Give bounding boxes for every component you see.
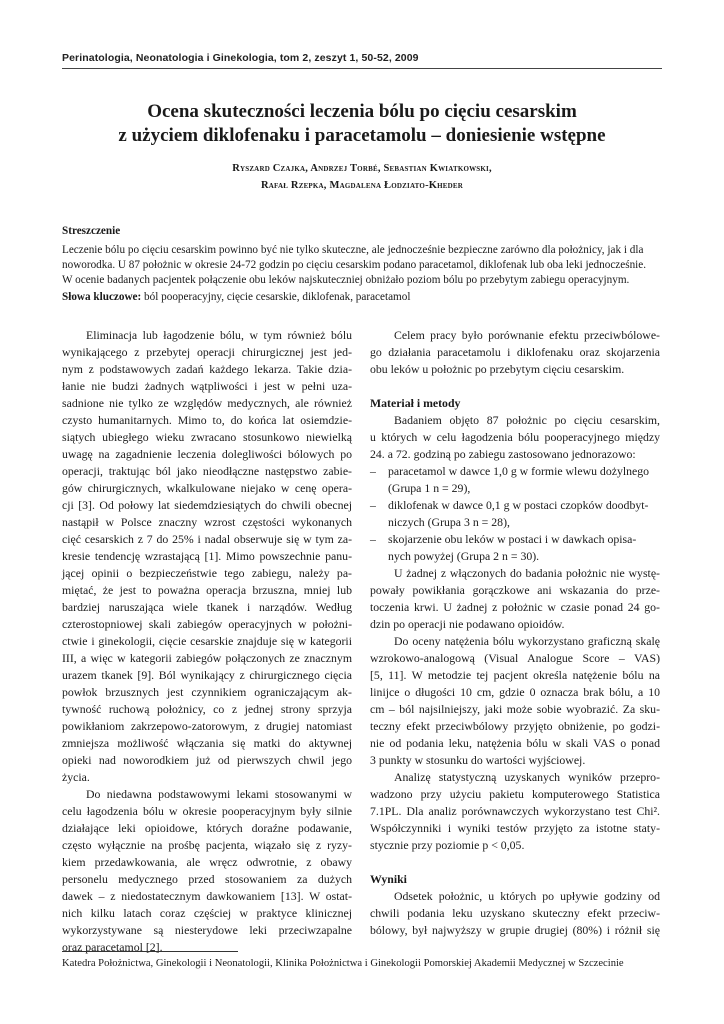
text-line: Badaniem objęto 87 położnic po cięciu cesarskim, <box>394 413 660 427</box>
bullet-text: (Grupa 1 n = 29), <box>388 481 471 495</box>
text-line: nich kilku latach coraz częściej w praktyce klinicznej <box>62 906 352 920</box>
text-line: stycznie przy poziomie p < 0,05. <box>370 838 525 852</box>
bullet-text: niczych (Grupa 3 n = 28), <box>388 515 510 529</box>
abstract-heading: Streszczenie <box>62 225 121 237</box>
author-line: Ryszard Czajka, Andrzej Torbé, Sebastian Kwiatkowski, <box>232 163 492 174</box>
text-line: cięć cesarskich z 7 do 25% i nadal obserwuje się w tym za- <box>62 532 352 546</box>
article-title <box>62 100 662 148</box>
text-line: Do oceny natężenia bólu wykorzystano graficzną skalę <box>394 634 660 648</box>
right-column <box>370 327 660 939</box>
list-item <box>370 463 660 480</box>
text-line: toczenia krwi. U żadnej z położnic w czasie ponad 24 go- <box>370 600 660 614</box>
abstract-line: noworodka. U 87 położnic w okresie 24-72 godzin po cięciu cesarskim podano paracetamol, diklofenak lub oba leki jednocześnie. <box>62 259 647 271</box>
text-line: [5, 11]. W metodzie tej pacjent określa natężenie bólu na <box>370 668 660 682</box>
bullet-dash: – <box>370 464 376 478</box>
text-line: chwili podania leku uzyskano skuteczny efekt przeciw- <box>370 906 660 920</box>
text-line: III, a więc w kategorii zabiegów połączonych ze znacznym <box>62 651 352 665</box>
text-line: kiem przedawkowania, ale wręcz odwrotnie, z obawy <box>62 855 352 869</box>
text-line: powały powikłania gorączkowe ani wskazania do prze- <box>370 583 660 597</box>
footnote-rule <box>62 951 238 952</box>
section-heading-results: Wyniki <box>370 872 407 886</box>
text-line: dawek – z niedostatecznym dawkowaniem [13]. W ostat- <box>62 889 352 903</box>
author-list <box>62 160 662 194</box>
text-line: wzrokowo-analogową (Visual Analogue Score – VAS) <box>370 651 660 665</box>
text-line: powłok brzusznych jest czynnikiem ograniczającym ak- <box>62 685 352 699</box>
text-line: często wyłącznie na prośbę pacjenta, wiązało się z ryzy- <box>62 838 352 852</box>
text-line: U żadnej z włączonych do badania położnic nie wystę- <box>394 566 660 580</box>
bullet-text: nych powyżej (Grupa 2 n = 30). <box>388 549 540 563</box>
keywords-label: Słowa kluczowe: <box>62 291 142 303</box>
left-column <box>62 327 352 956</box>
text-line: cm – ból najsilniejszy, jaki może sobie wyobrazić. Za sku- <box>370 702 660 716</box>
text-line: go działania paracetamolu i diklofenaku oraz skojarzenia <box>370 345 660 359</box>
text-line: łanie nie budzi żadnych wątpliwości i jest w pełni uza- <box>62 379 352 393</box>
abstract-line: Leczenie bólu po cięciu cesarskim powinno być nie tylko skuteczne, ale jednocześnie bezpieczne zarówno dla położnicy, jak i dla <box>62 244 644 256</box>
bullet-dash: – <box>370 498 376 512</box>
title-line: Ocena skuteczności leczenia bólu po cięciu cesarskim <box>147 101 577 122</box>
text-line: teczny efekt przeciwbólowy przyjęto obniżenie, po godzi- <box>370 719 660 733</box>
text-line: obu leków u położnic po przebytym cięciu cesarskim. <box>370 362 625 376</box>
header-rule <box>62 68 662 69</box>
affiliation-footnote: Katedra Położnictwa, Ginekologii i Neonatologii, Klinika Położnictwa i Ginekologii Pomorskiej Akademii Medycznej w Szczecinie <box>62 958 624 969</box>
author-line: Rafał Rzepka, Magdalena Łodziato-Kheder <box>260 180 464 191</box>
text-line: Celem pracy było porównanie efektu przeciwbólowe- <box>394 328 660 342</box>
text-line: życia. <box>62 770 90 784</box>
text-line: działające leki opioidowe, których doraźne podawanie, <box>62 821 352 835</box>
text-line: czterostopniowej skali zabiegów operacyjnych w położni- <box>62 617 352 631</box>
text-line: kresie tendencję wzrastającą [1]. Mimo powszechnie panu- <box>62 549 352 563</box>
text-line: dzin po operacji nie podawano opioidów. <box>370 617 565 631</box>
text-line: u których w celu łagodzenia bólu pooperacyjnego między <box>370 430 660 444</box>
bullet-text: skojarzenie obu leków w postaci i w dawkach opisa- <box>388 532 637 546</box>
text-line: czysto humanitarnych. Mimo to, do końca lat osiemdzie- <box>62 413 352 427</box>
text-line: siątych ubiegłego wieku zwracano stosunkowo niewielką <box>62 430 352 444</box>
list-item <box>370 497 660 514</box>
section-heading-methods: Materiał i metody <box>370 396 461 410</box>
text-line: wykorzystywane są niesterydowe leki przeciwzapalne <box>62 923 352 937</box>
text-line: gów chirurgicznych, wkalkulowane niejako w cenę opera- <box>62 481 352 495</box>
text-line: Odsetek położnic, u których po upływie godziny od <box>394 889 660 903</box>
text-line: zmniejsza możliwość włączania się matki do aktywnej <box>62 736 352 750</box>
text-line: urazem tkanek [9]. Ból wynikający z chirurgicznego cięcia <box>62 668 352 682</box>
text-line: Eliminacja lub łagodzenie bólu, w tym również bólu <box>86 328 352 342</box>
text-line: uwagę na zagadnienie leczenia dolegliwości bólowych po <box>62 447 352 461</box>
text-line: bardziej naruszająca wiele tkanek i narządów. Według <box>62 600 352 614</box>
title-line: z użyciem diklofenaku i paracetamolu – doniesienie wstępne <box>118 125 606 146</box>
text-line: nastąpił w Polsce znaczny wzrost częstości wykonanych <box>62 515 352 529</box>
text-line: wynikającego z przebytej operacji chirurgicznej jest jed- <box>62 345 352 359</box>
text-line: jącej opinii o bezpieczeństwie tego zabiegu, należy pa- <box>62 566 352 580</box>
text-line: celu łagodzenia bólu w okresie pooperacyjnym były silnie <box>62 804 352 818</box>
keywords <box>62 290 664 305</box>
text-line: powikłaniom zakrzepowo-zatorowym, z drugiej natomiast <box>62 719 352 733</box>
text-line: miętać, że jest to poważna operacja brzuszna, mniej lub <box>62 583 352 597</box>
text-line: opieki nad noworodkiem już od pierwszych chwil jego <box>62 753 352 767</box>
abstract-line: W ocenie badanych pacjentek połączenie obu leków najskuteczniej obniżało poziom bólu po przebytym zabiegu operacyjnym. <box>62 274 630 286</box>
text-line: nie od podania leku, natężenia bólu w skali VAS o ponad <box>370 736 660 750</box>
text-line: Analizę statystyczną uzyskanych wyników przepro- <box>394 770 660 784</box>
list-item <box>370 531 660 548</box>
text-line: ctwie i ginekologii, cięcie cesarskie znajduje się w kategorii <box>62 634 352 648</box>
bullet-text: diklofenak w dawce 0,1 g w postaci czopków doodbyt- <box>388 498 649 512</box>
text-line: 7.1PL. Dla analiz porównawczych wykorzystano test Chi². <box>370 804 660 818</box>
text-line: operacji, traktując ból jako nieodłączne następstwo zabie- <box>62 464 352 478</box>
bullet-text: paracetamol w dawce 1,0 g w formie wlewu dożylnego <box>388 464 650 478</box>
text-line: wadzono przy użyciu pakietu komputerowego Statistica <box>370 787 660 801</box>
text-line: 3 punkty w stosunku do wartości wyjściowej. <box>370 753 586 767</box>
text-line: personelu medycznego przed stosowaniem za dużych <box>62 872 352 886</box>
text-line: tywność ruchową położnicy, co z jednej strony sprzyja <box>62 702 352 716</box>
abstract <box>62 224 664 305</box>
text-line: linijce o długości 10 cm, gdzie 0 oznacza brak bólu, a 10 <box>370 685 660 699</box>
text-line: 24. a 72. godziną po zabiegu zastosowano jednorazowo: <box>370 447 636 461</box>
text-line: Do niedawna podstawowymi lekami stosowanymi w <box>86 787 352 801</box>
text-line: oraz paracetamol [2]. <box>62 940 163 954</box>
text-line: Współczynniki i wyniki testów przyjęto za istotne staty- <box>370 821 660 835</box>
text-line: sadnione nie tylko ze względów medycznych, ale również <box>62 396 352 410</box>
keywords-text: ból pooperacyjny, cięcie cesarskie, diklofenak, paracetamol <box>141 291 411 303</box>
text-line: bólowy, był najwyższy w grupie drugiej (80%) i różnił się <box>370 923 660 937</box>
journal-header: Perinatologia, Neonatologia i Ginekologia, tom 2, zeszyt 1, 50-52, 2009 <box>62 52 419 64</box>
text-line: cji [3]. Od połowy lat siedemdziesiątych do chwili obecnej <box>62 498 352 512</box>
text-line: nym z podstawowych zadań każdego lekarza. Takie dzia- <box>62 362 352 376</box>
bullet-dash: – <box>370 532 376 546</box>
